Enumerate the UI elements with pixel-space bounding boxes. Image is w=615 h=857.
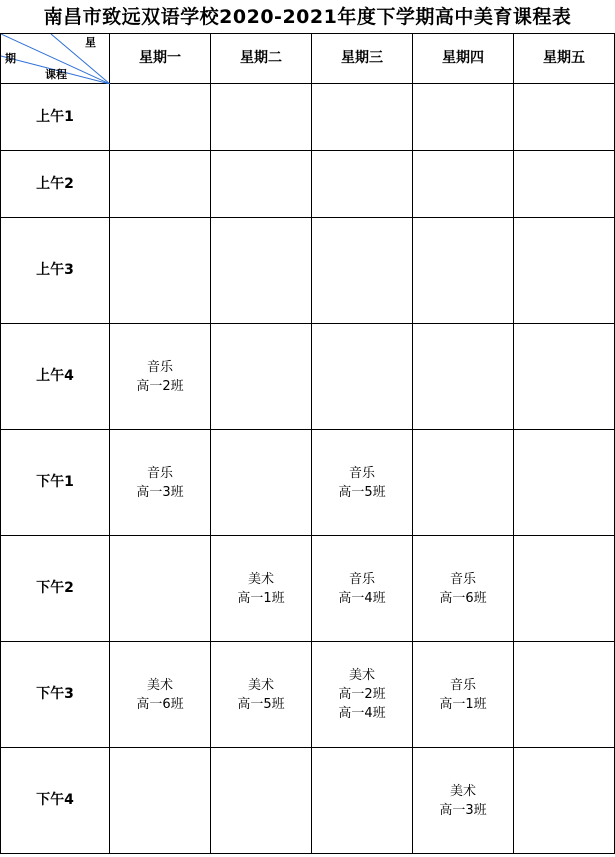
class-name: 高一2班 xyxy=(136,378,184,394)
course-name: 音乐 xyxy=(146,465,173,481)
table-row xyxy=(1,748,615,854)
schedule-cell xyxy=(514,430,615,536)
schedule-cell xyxy=(312,536,413,642)
period-label: 上午3 xyxy=(1,218,110,324)
schedule-cell xyxy=(312,84,413,151)
class-name: 高一3班 xyxy=(439,802,487,818)
schedule-cell xyxy=(211,324,312,430)
class-name: 高一6班 xyxy=(136,696,184,712)
schedule-cell xyxy=(211,430,312,536)
schedule-cell xyxy=(211,151,312,218)
table-row xyxy=(1,324,615,430)
period-label: 下午2 xyxy=(1,536,110,642)
class-name: 高一4班 xyxy=(338,590,386,606)
schedule-cell xyxy=(211,642,312,748)
day-header-mon: 星期一 xyxy=(110,34,211,84)
schedule-cell xyxy=(514,324,615,430)
course-name: 美术 xyxy=(146,677,173,693)
schedule-cell xyxy=(110,430,211,536)
day-header-thu: 星期四 xyxy=(413,34,514,84)
table-row xyxy=(1,151,615,218)
schedule-cell xyxy=(211,84,312,151)
class-name: 高一2班 xyxy=(338,687,386,702)
schedule-cell xyxy=(514,218,615,324)
class-name: 高一3班 xyxy=(136,484,184,500)
table-row xyxy=(1,536,615,642)
timetable-body xyxy=(1,84,615,854)
corner-header-cell xyxy=(1,34,110,84)
schedule-cell xyxy=(413,642,514,748)
schedule-cell xyxy=(312,324,413,430)
schedule-cell xyxy=(110,536,211,642)
period-label: 下午4 xyxy=(1,748,110,854)
timetable xyxy=(0,33,615,854)
page-title: 南昌市致远双语学校2020-2021年度下学期高中美育课程表 xyxy=(43,6,572,28)
course-name: 美术 xyxy=(348,668,375,683)
corner-label-xing: 星 xyxy=(85,36,96,49)
class-name: 高一4班 xyxy=(338,706,386,721)
corner-label-kecheng: 课程 xyxy=(45,68,67,81)
class-name: 高一6班 xyxy=(439,590,487,606)
course-name: 音乐 xyxy=(348,571,375,587)
schedule-cell xyxy=(110,218,211,324)
schedule-cell xyxy=(413,84,514,151)
table-row xyxy=(1,84,615,151)
table-row xyxy=(1,642,615,748)
period-label: 上午4 xyxy=(1,324,110,430)
schedule-cell xyxy=(413,218,514,324)
schedule-cell xyxy=(312,151,413,218)
period-label: 上午2 xyxy=(1,151,110,218)
schedule-cell xyxy=(514,536,615,642)
schedule-cell xyxy=(413,151,514,218)
period-label: 下午3 xyxy=(1,642,110,748)
course-name: 美术 xyxy=(247,677,274,693)
table-row xyxy=(1,218,615,324)
table-row xyxy=(1,430,615,536)
schedule-cell xyxy=(514,748,615,854)
course-name: 美术 xyxy=(449,783,476,799)
corner-label-qi: 期 xyxy=(5,52,16,65)
schedule-cell xyxy=(110,748,211,854)
day-header-tue: 星期二 xyxy=(211,34,312,84)
schedule-cell xyxy=(514,84,615,151)
schedule-cell xyxy=(312,218,413,324)
period-label: 下午1 xyxy=(1,430,110,536)
schedule-cell xyxy=(514,151,615,218)
schedule-cell xyxy=(312,748,413,854)
header-row xyxy=(1,34,615,84)
day-header-wed: 星期三 xyxy=(312,34,413,84)
day-header-fri: 星期五 xyxy=(514,34,615,84)
schedule-cell xyxy=(110,151,211,218)
schedule-cell xyxy=(413,536,514,642)
schedule-cell xyxy=(312,430,413,536)
schedule-cell xyxy=(413,324,514,430)
schedule-cell xyxy=(413,748,514,854)
schedule-cell xyxy=(211,748,312,854)
class-name: 高一1班 xyxy=(237,590,285,606)
course-name: 音乐 xyxy=(449,677,476,693)
class-name: 高一5班 xyxy=(338,484,386,500)
schedule-cell xyxy=(413,430,514,536)
schedule-cell xyxy=(211,218,312,324)
schedule-cell xyxy=(110,642,211,748)
schedule-cell xyxy=(110,324,211,430)
class-name: 高一5班 xyxy=(237,696,285,712)
schedule-cell xyxy=(514,642,615,748)
schedule-cell xyxy=(312,642,413,748)
course-name: 音乐 xyxy=(449,571,476,587)
course-name: 音乐 xyxy=(348,465,375,481)
class-name: 高一1班 xyxy=(439,696,487,712)
course-name: 音乐 xyxy=(146,359,173,375)
course-name: 美术 xyxy=(247,571,274,587)
schedule-cell xyxy=(211,536,312,642)
schedule-cell xyxy=(110,84,211,151)
period-label: 上午1 xyxy=(1,84,110,151)
